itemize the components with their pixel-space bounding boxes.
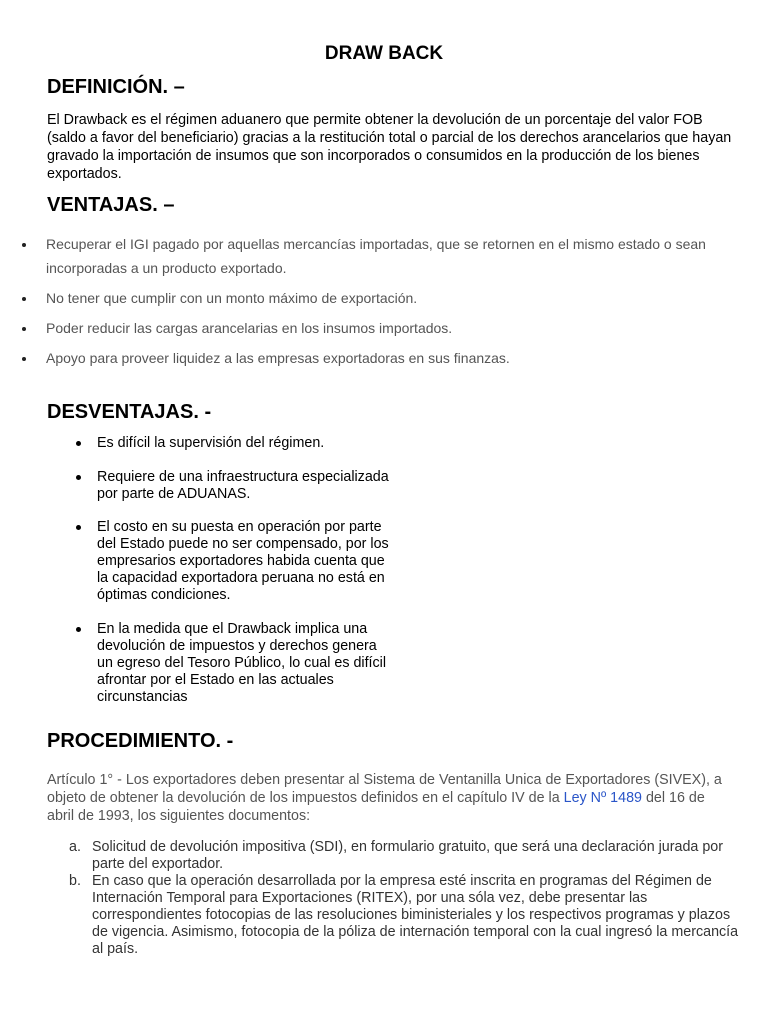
heading-definicion: DEFINICIÓN. – [47, 76, 185, 98]
heading-ventajas: VENTAJAS. – [47, 194, 175, 216]
heading-desventajas: DESVENTAJAS. - [47, 401, 212, 423]
ventajas-item: Recuperar el IGI pagado por aquellas mercancías importadas, que se retornen en el mismo estado o sean incorporadas a un producto exportado. [0, 232, 706, 280]
documentos-list [0, 839, 742, 958]
documentos-item [0, 839, 742, 873]
desventajas-item: Es difícil la supervisión del régimen. [0, 435, 422, 452]
desventajas-item: Requiere de una infraestructura especializada por parte de ADUANAS. [0, 469, 422, 503]
desventajas-list [0, 435, 422, 706]
item-marker: b. [69, 873, 81, 889]
ley-link[interactable]: Ley Nº 1489 [563, 790, 642, 806]
item-text: Solicitud de devolución impositiva (SDI), en formulario gratuito, que será una declaración jurada por parte del exportador. [92, 839, 723, 872]
definicion-text: El Drawback es el régimen aduanero que permite obtener la devolución de un porcentaje del valor FOB (saldo a favor del beneficiario) gracias a la restitución total o parcial de los derechos arancelarios que hayan gravado la importación de insumos que son incorporados o consumidos en la producción de los bienes exportados. [47, 112, 732, 182]
document-title: DRAW BACK [324, 43, 444, 64]
heading-procedimiento: PROCEDIMIENTO. - [47, 730, 234, 752]
ventajas-item: Apoyo para proveer liquidez a las empresas exportadoras en sus finanzas. [0, 346, 706, 370]
desventajas-item: El costo en su puesta en operación por parte del Estado puede no ser compensado, por los empresarios exportadores habida cuenta que la capacidad exportadora peruana no está en óptimas condiciones. [0, 519, 422, 604]
ventajas-item: Poder reducir las cargas arancelarias en los insumos importados. [0, 316, 706, 340]
item-marker: a. [69, 839, 81, 855]
articulo-text-start: Artículo 1° - Los exportadores deben presentar al Sistema de Ventanilla Unica de Exportadores (SIVEX), a objeto de obtener la devolución de los impuestos definidos en el capítulo IV de la [47, 772, 722, 806]
item-text: En caso que la operación desarrollada por la empresa esté inscrita en programas del Régimen de Internación Temporal para Exportaciones (RITEX), por una sóla vez, debe presentar las correspondientes fotocopias de las resoluciones biministeriales y los respectivos programas y plazos de vigencia. Asimismo, fotocopia de la póliza de internación temporal con la cual ingresó la mercancía al país. [92, 873, 739, 957]
documentos-item [0, 873, 742, 958]
ventajas-list [0, 232, 768, 370]
desventajas-item: En la medida que el Drawback implica una devolución de impuestos y derechos genera un egreso del Tesoro Público, lo cual es difícil afrontar por el Estado en las actuales circunstancias [0, 621, 422, 706]
articulo-text [47, 771, 732, 825]
ventajas-item: No tener que cumplir con un monto máximo de exportación. [0, 286, 706, 310]
articulo-text-end: del 16 de abril de 1993, los siguientes documentos: [47, 790, 705, 824]
